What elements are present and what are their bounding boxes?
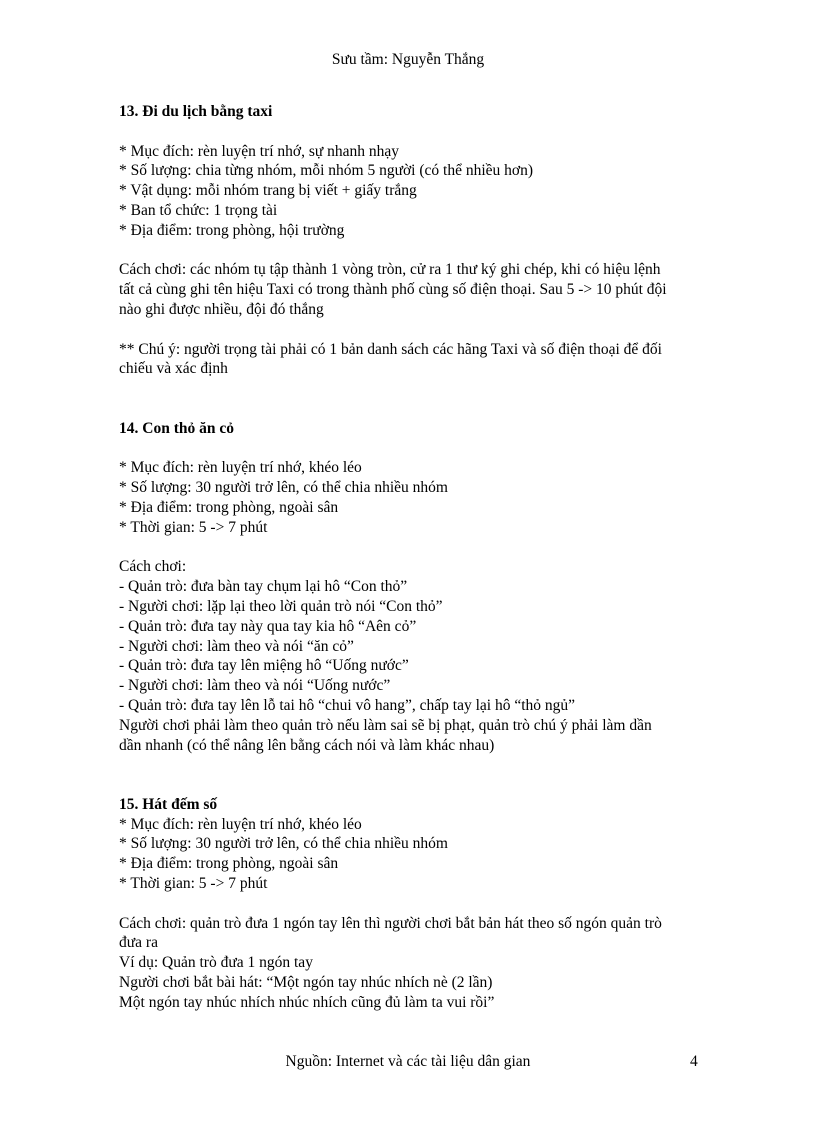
note-line: chiếu và xác định bbox=[119, 360, 228, 378]
rule-line: - Quản trò: đưa tay lên miệng hô “Uống nước” bbox=[119, 657, 409, 675]
detail-line: * Thời gian: 5 -> 7 phút bbox=[119, 875, 268, 893]
rule-line: dần nhanh (có thể nâng lên bằng cách nói và làm khác nhau) bbox=[119, 736, 495, 754]
detail-line: * Mục đích: rèn luyện trí nhớ, khéo léo bbox=[119, 815, 362, 833]
rule-line: Cách chơi: quản trò đưa 1 ngón tay lên thì người chơi bắt bản hát theo số ngón quản trò bbox=[119, 914, 662, 932]
rule-line: - Quản trò: đưa tay lên lỗ tai hô “chui vô hang”, chấp tay lại hô “thỏ ngủ” bbox=[119, 696, 576, 714]
detail-line: * Ban tổ chức: 1 trọng tài bbox=[119, 201, 278, 219]
section-title: 14. Con thỏ ăn cỏ bbox=[119, 419, 234, 437]
section-15 bbox=[119, 795, 719, 1013]
rule-line: - Quản trò: đưa tay này qua tay kia hô “Aên cỏ” bbox=[119, 617, 417, 635]
section-13 bbox=[119, 102, 719, 379]
page-header: Sưu tầm: Nguyễn Thắng bbox=[331, 51, 485, 68]
rule-line: đưa ra bbox=[119, 934, 158, 952]
detail-line: * Địa điểm: trong phòng, hội trường bbox=[119, 221, 345, 239]
rule-line: nào ghi được nhiều, đội đó thắng bbox=[119, 300, 324, 318]
detail-line: * Mục đích: rèn luyện trí nhớ, khéo léo bbox=[119, 459, 362, 477]
section-14 bbox=[119, 419, 719, 756]
section-title: 15. Hát đếm số bbox=[119, 795, 218, 813]
rule-line: Một ngón tay nhúc nhích nhúc nhích cũng đủ làm ta vui rồi” bbox=[119, 993, 495, 1011]
rule-line: tất cả cùng ghi tên hiệu Taxi có trong thành phố cùng số điện thoại. Sau 5 -> 10 phút đội bbox=[119, 281, 667, 299]
detail-line: * Số lượng: 30 người trở lên, có thể chia nhiều nhóm bbox=[119, 479, 448, 497]
rule-line: - Người chơi: làm theo và nói “Uống nước” bbox=[119, 677, 391, 695]
detail-line: * Số lượng: 30 người trở lên, có thể chia nhiều nhóm bbox=[119, 835, 448, 853]
page-number: 4 bbox=[690, 1053, 698, 1070]
detail-line: * Số lượng: chia từng nhóm, mỗi nhóm 5 người (có thể nhiều hơn) bbox=[119, 162, 534, 180]
rule-line: - Quản trò: đưa bàn tay chụm lại hô “Con thỏ” bbox=[119, 578, 408, 596]
detail-line: * Địa điểm: trong phòng, ngoài sân bbox=[119, 855, 339, 873]
section-title: 13. Đi du lịch bằng taxi bbox=[119, 103, 273, 120]
rule-line: - Người chơi: lặp lại theo lời quản trò nói “Con thỏ” bbox=[119, 597, 443, 615]
detail-line: * Thời gian: 5 -> 7 phút bbox=[119, 518, 268, 536]
rule-line: Cách chơi: bbox=[119, 558, 187, 576]
rule-line: Ví dụ: Quản trò đưa 1 ngón tay bbox=[119, 954, 313, 972]
page-footer-source: Nguồn: Internet và các tài liệu dân gian bbox=[285, 1053, 531, 1070]
rule-line: Cách chơi: các nhóm tụ tập thành 1 vòng tròn, cử ra 1 thư ký ghi chép, khi có hiệu lệnh bbox=[119, 261, 661, 279]
detail-line: * Địa điểm: trong phòng, ngoài sân bbox=[119, 498, 339, 516]
document-body bbox=[119, 102, 719, 1013]
detail-line: * Mục đích: rèn luyện trí nhớ, sự nhanh nhạy bbox=[119, 142, 400, 160]
detail-line: * Vật dụng: mỗi nhóm trang bị viết + giấy trắng bbox=[119, 182, 417, 200]
rule-line: Người chơi bắt bài hát: “Một ngón tay nhúc nhích nè (2 lần) bbox=[119, 974, 493, 992]
rule-line: - Người chơi: làm theo và nói “ăn cỏ” bbox=[119, 637, 354, 655]
note-line: ** Chú ý: người trọng tài phải có 1 bản danh sách các hãng Taxi và số điện thoại để đối bbox=[119, 340, 662, 358]
rule-line: Người chơi phải làm theo quản trò nếu làm sai sẽ bị phạt, quản trò chú ý phải làm dần bbox=[119, 716, 652, 734]
